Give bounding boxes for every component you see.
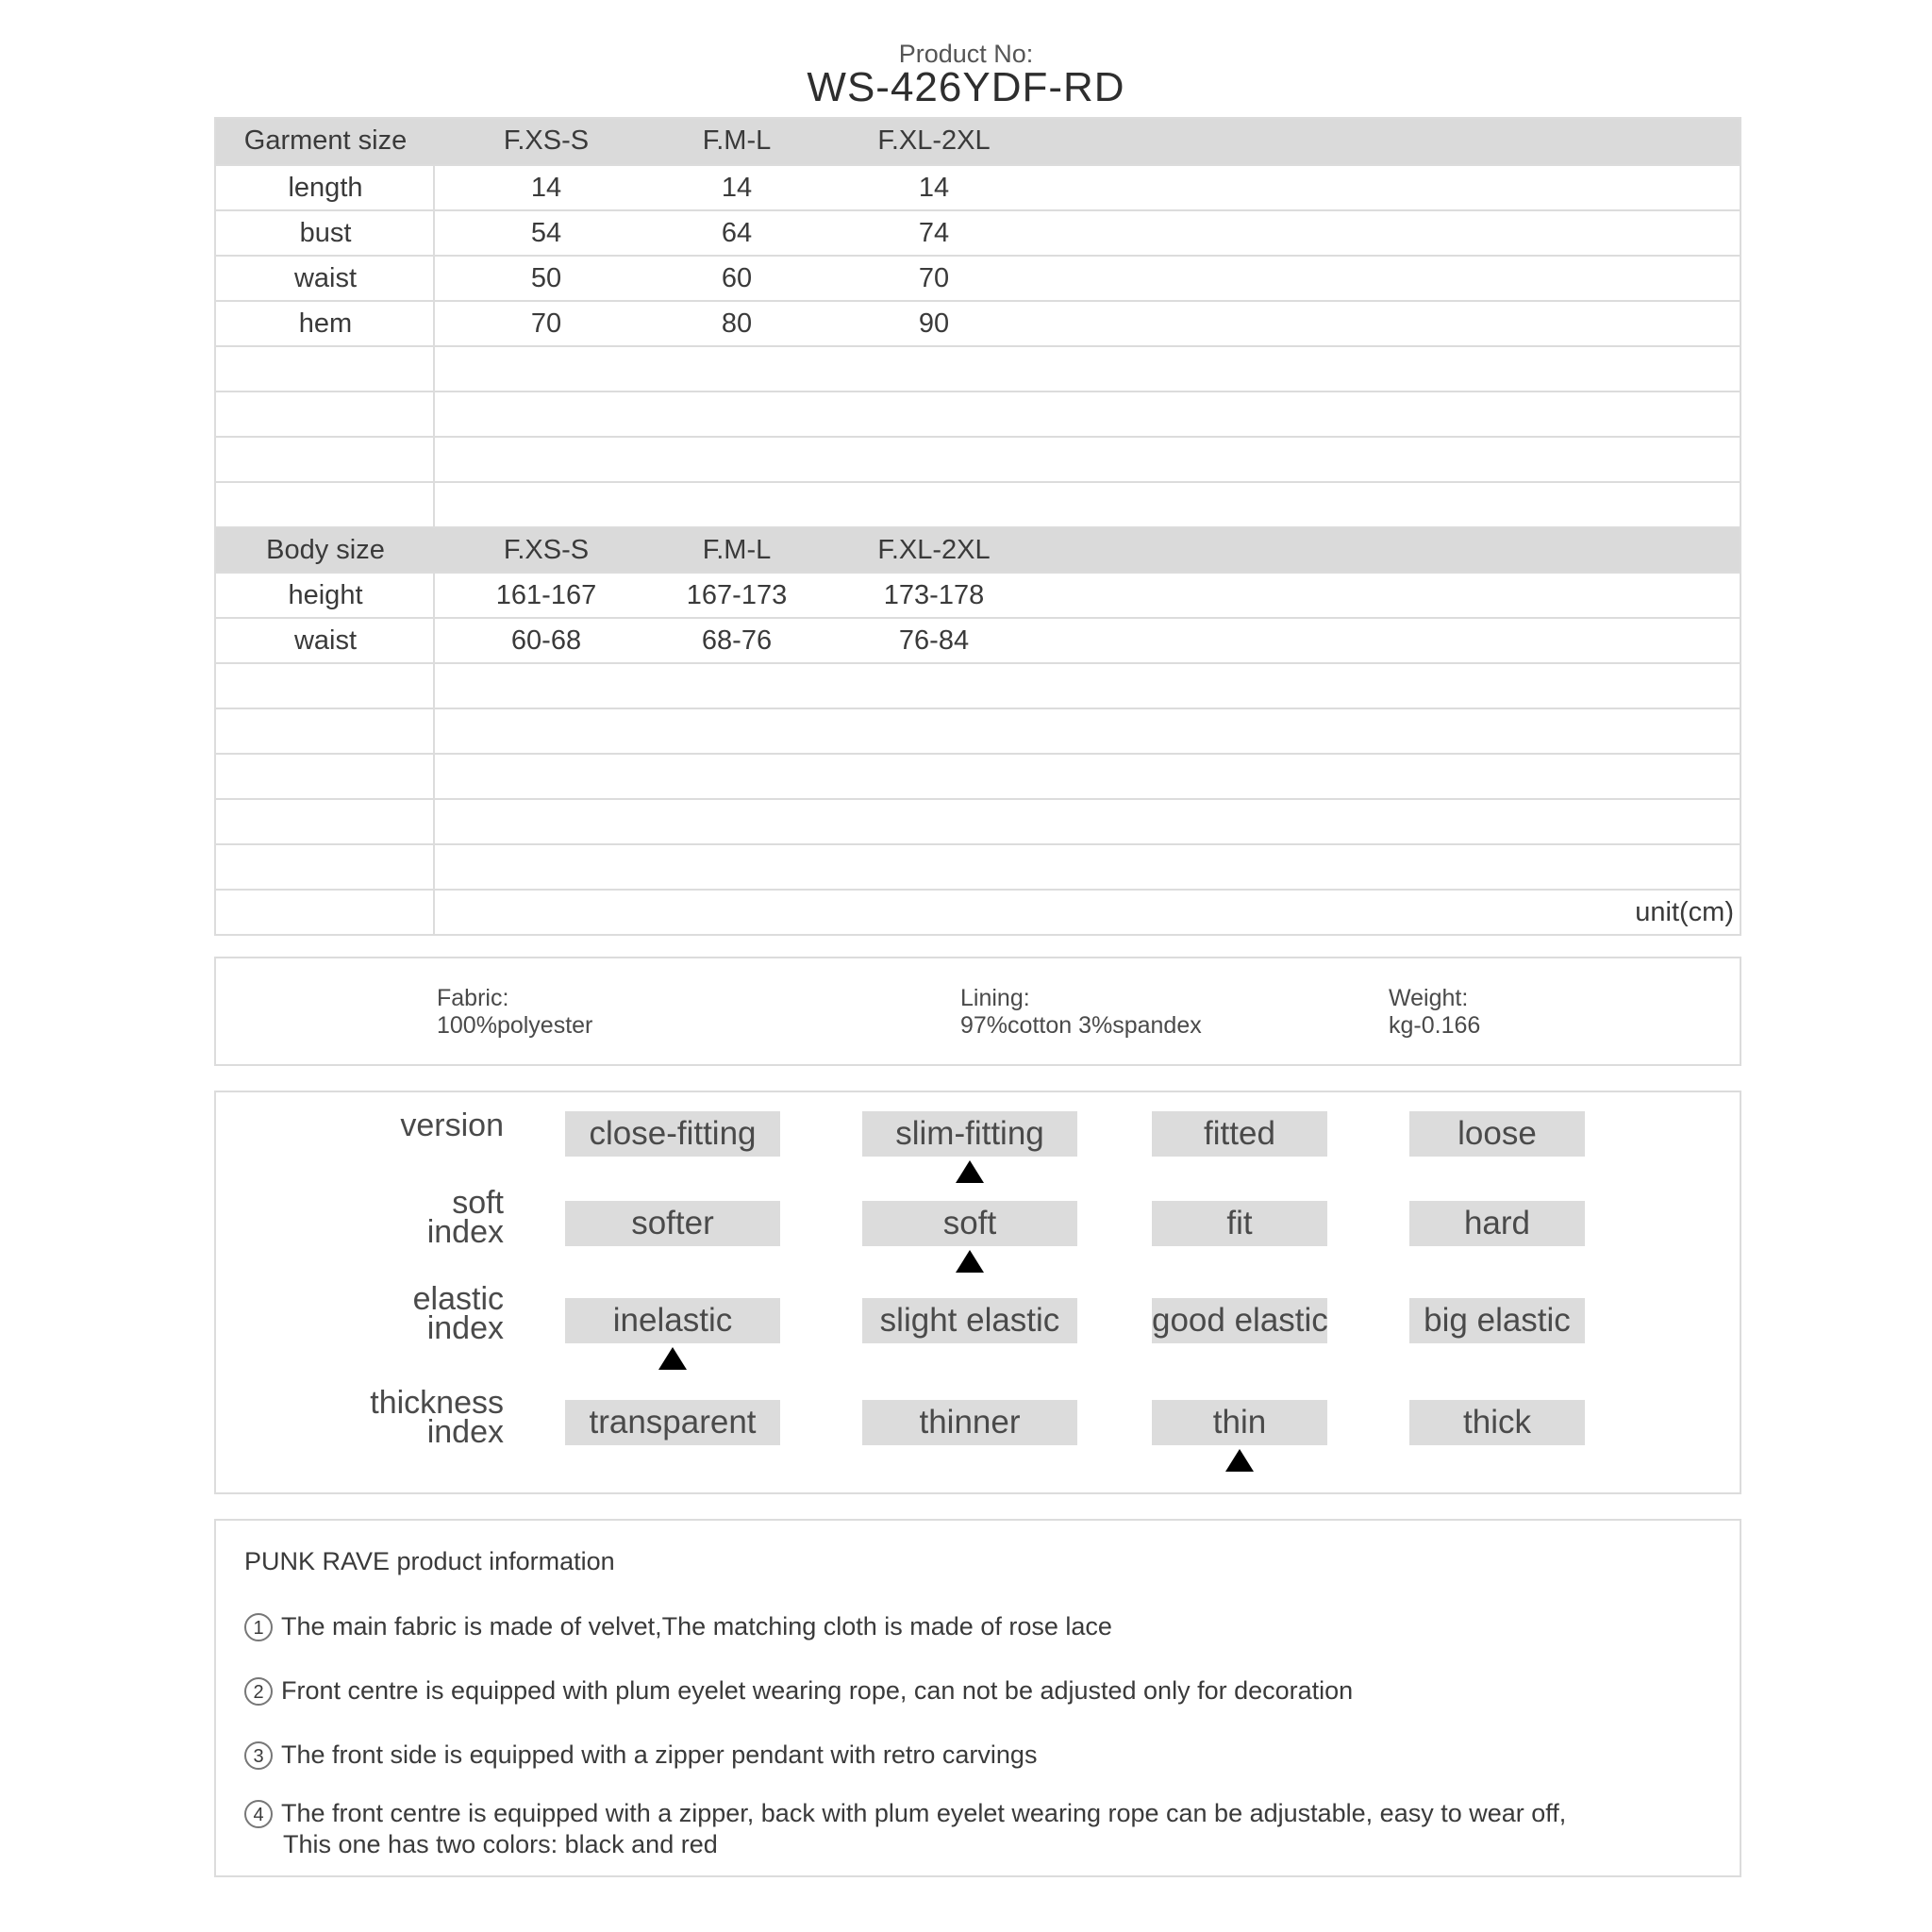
table-cell: 70 [530, 308, 562, 339]
table-row [216, 209, 1740, 255]
note-text: The front side is equipped with a zipper pendant with retro carvings [281, 1740, 1038, 1769]
size-col-xl-2xl: F.XL-2XL [877, 535, 991, 565]
size-col-xl-2xl: F.XL-2XL [877, 125, 991, 156]
empty-row [216, 753, 1740, 798]
info-title: PUNK RAVE product information [244, 1547, 615, 1575]
soft-option-soft: soft [862, 1201, 1077, 1246]
info-note [244, 1611, 1112, 1642]
circled-number: 3 [244, 1741, 273, 1770]
selection-marker-icon [1225, 1449, 1254, 1472]
product-number-label: Product No: [898, 40, 1034, 68]
table-cell: 74 [918, 218, 950, 248]
lining-value: 97%cotton 3%spandex [960, 1012, 1202, 1039]
table-cell: 60-68 [510, 625, 582, 656]
garment-size-heading: Garment size [243, 125, 408, 156]
table-cell: 64 [721, 218, 753, 248]
table-cell: 76-84 [898, 625, 970, 656]
weight-value: kg-0.166 [1389, 1012, 1481, 1039]
table-cell: 90 [918, 308, 950, 339]
soft-option-fit: fit [1152, 1201, 1327, 1246]
fabric-label: Fabric: [437, 985, 509, 1011]
version-option-loose: loose [1409, 1111, 1585, 1157]
selection-marker-icon [658, 1347, 687, 1370]
table-row [216, 255, 1740, 300]
soft-index-label [426, 1185, 504, 1250]
table-cell: 167-173 [686, 580, 788, 610]
row-label: bust [299, 218, 352, 248]
lining-info [960, 985, 1202, 1040]
garment-header-row [216, 119, 1740, 164]
version-option-slim-fitting: slim-fitting [862, 1111, 1077, 1157]
row-label: hem [298, 308, 353, 339]
elastic-index-label [412, 1281, 504, 1346]
table-cell: 54 [530, 218, 562, 248]
empty-row [216, 662, 1740, 708]
table-cell: 50 [530, 263, 562, 293]
empty-row [216, 708, 1740, 753]
elastic-option-slight-elastic: slight elastic [862, 1298, 1077, 1343]
table-cell: 14 [530, 173, 562, 203]
info-note [244, 1740, 1037, 1771]
empty-row [216, 436, 1740, 481]
circled-number: 4 [244, 1800, 273, 1828]
circled-number: 1 [244, 1613, 273, 1641]
elastic-option-good-elastic: good elastic [1152, 1298, 1327, 1343]
lining-label: Lining: [960, 985, 1030, 1011]
table-row [216, 572, 1740, 617]
body-size-heading: Body size [266, 535, 385, 565]
table-cell: 173-178 [883, 580, 985, 610]
empty-row [216, 843, 1740, 889]
empty-row [216, 391, 1740, 436]
label-line: index [426, 1214, 504, 1250]
soft-option-hard: hard [1409, 1201, 1585, 1246]
version-option-fitted: fitted [1152, 1111, 1327, 1157]
version-label [400, 1108, 504, 1143]
elastic-option-inelastic: inelastic [565, 1298, 780, 1343]
selection-marker-icon [956, 1250, 984, 1273]
note-text: The front centre is equipped with a zipper, back with plum eyelet wearing rope can be adjustable, easy to wear off, [281, 1799, 1567, 1827]
circled-number: 2 [244, 1677, 273, 1706]
thickness-option-thinner: thinner [862, 1400, 1077, 1445]
row-label: waist [293, 625, 358, 656]
table-cell: 161-167 [495, 580, 597, 610]
soft-option-softer: softer [565, 1201, 780, 1246]
thickness-option-thin: thin [1152, 1400, 1327, 1445]
fabric-value: 100%polyester [437, 1012, 593, 1039]
product-info-panel [214, 1519, 1741, 1877]
size-table [214, 117, 1741, 936]
label-line: elastic [412, 1281, 504, 1317]
weight-info [1389, 985, 1480, 1040]
elastic-option-big-elastic: big elastic [1409, 1298, 1585, 1343]
info-note [244, 1798, 1566, 1860]
fabric-panel [214, 957, 1741, 1066]
unit-label: unit(cm) [1635, 897, 1734, 927]
product-number: WS-426YDF-RD [807, 64, 1125, 110]
table-row [216, 617, 1740, 662]
label-line: index [426, 1414, 504, 1450]
row-label: height [288, 580, 363, 610]
info-note [244, 1675, 1353, 1707]
size-col-m-l: F.M-L [702, 535, 772, 565]
unit-row [216, 889, 1740, 934]
label-line: soft [452, 1185, 504, 1221]
table-cell: 60 [721, 263, 753, 293]
selection-marker-icon [956, 1160, 984, 1183]
row-label: waist [293, 263, 358, 293]
size-col-xs-s: F.XS-S [503, 535, 590, 565]
thickness-option-thick: thick [1409, 1400, 1585, 1445]
table-row [216, 300, 1740, 345]
table-row [216, 164, 1740, 209]
weight-label: Weight: [1389, 985, 1469, 1011]
empty-row [216, 345, 1740, 391]
note-text: The main fabric is made of velvet,The matching cloth is made of rose lace [281, 1612, 1112, 1641]
empty-row [216, 798, 1740, 843]
label-line: index [426, 1310, 504, 1346]
fabric-info [437, 985, 592, 1040]
table-cell: 70 [918, 263, 950, 293]
size-col-xs-s: F.XS-S [503, 125, 590, 156]
label-line: version [400, 1108, 504, 1143]
empty-row [216, 481, 1740, 526]
size-col-m-l: F.M-L [702, 125, 772, 156]
label-line: thickness [370, 1385, 504, 1421]
version-option-close-fitting: close-fitting [565, 1111, 780, 1157]
body-header-row [216, 526, 1740, 572]
index-panel [214, 1091, 1741, 1494]
table-cell: 68-76 [701, 625, 773, 656]
note-text: Front centre is equipped with plum eyelet wearing rope, can not be adjusted only for decoration [281, 1676, 1354, 1705]
note-text-continued: This one has two colors: black and red [283, 1830, 718, 1858]
thickness-option-transparent: transparent [565, 1400, 780, 1445]
table-cell: 14 [721, 173, 753, 203]
table-cell: 80 [721, 308, 753, 339]
row-label: length [288, 173, 363, 203]
thickness-index-label [370, 1385, 504, 1450]
table-cell: 14 [918, 173, 950, 203]
